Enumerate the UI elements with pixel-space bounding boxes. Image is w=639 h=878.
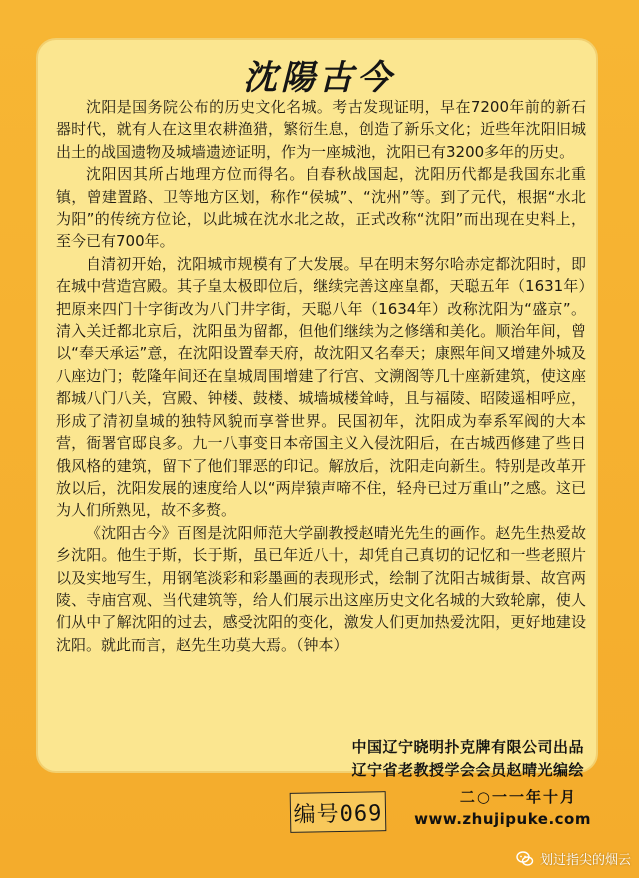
publisher-block [351, 736, 584, 782]
author-line: 辽宁省老教授学会会员赵晴光编绘 [351, 761, 584, 779]
watermark [516, 849, 631, 868]
publisher-line: 中国辽宁晓明扑克牌有限公司出品 [351, 738, 584, 756]
website-text: www.zhujipuke.com [414, 810, 591, 828]
publish-date: 二○一一年十月 [459, 788, 577, 806]
paragraph: 沈阳是国务院公布的历史文化名城。考古发现证明，早在7200年前的新石器时代，就有人在这里农耕渔猎，繁衍生息，创造了新乐文化；近些年沈阳旧城出土的战国遗物及城墙遗迹证明，作为一座城池，沈阳已有3200多年的历史。 [56, 98, 586, 161]
serial-number-stamp: 编号069 [290, 791, 387, 833]
watermark-text: 划过指尖的烟云 [539, 853, 631, 868]
paragraph: 自清初开始，沈阳城市规模有了大发展。早在明末努尔哈赤定都沈阳时，即在城中营造宫殿。其子皇太极即位后，继续完善这座皇都，天聪五年（1631年）把原来四门十字街改为八门井字街，天聪八年（1634年）改称沈阳为“盛京”。清入关迁都北京后，沈阳虽为留都，但他们继续为之修缮和美化。顺治年间，曾以“奉天承运”意，在沈阳设置奉天府，故沈阳又名奉天；康熙年间又增建外城及八座边门；乾隆年间还在皇城周围增建了行宫、文溯阁等几十座新建筑，使这座都城八门八关，宫殿、钟楼、鼓楼、城墙城楼耸峙，且与福陵、昭陵遥相呼应，形成了清初皇城的独特风貌而享誉世界。民国初年，沈阳成为奉系军阀的大本营，衙署官邸良多。九一八事变日本帝国主义入侵沈阳后，在古城西修建了些日俄风格的建筑，留下了他们罪恶的印记。解放后，沈阳走向新生。特别是改革开放以后，沈阳发展的速度给人以“两岸猿声啼不住，轻舟已过万重山”之感。这已为人们所熟见，故不多赘。 [56, 254, 586, 520]
chat-bubble-icon [516, 850, 534, 868]
body-text [56, 96, 586, 656]
paragraph: 沈阳因其所占地理方位而得名。自春秋战国起，沈阳历代都是我国东北重镇，曾建置路、卫等地方区划，称作“侯城”、“沈州”等。到了元代，根据“水北为阳”的传统方位论，以此城在沈水北之故，正式改称“沈阳”而出现在史料上，至今已有700年。 [56, 165, 586, 251]
text-panel [36, 38, 598, 773]
page-title: 沈陽古今 [243, 58, 395, 98]
paragraph: 《沈阳古今》百图是沈阳师范大学副教授赵晴光先生的画作。赵先生热爱故乡沈阳。他生于斯，长于斯，虽已年近八十，却凭自己真切的记忆和一些老照片以及实地写生，用钢笔淡彩和彩墨画的表现形式，绘制了沈阳古城街景、故宫两陵、寺庙宫观、当代建筑等，给人们展示出这座历史文化名城的大致轮廓，使人们从中了解沈阳的过去，感受沈阳的变化，激发人们更加热爱沈阳，更好地建设沈阳。就此而言，赵先生功莫大焉。（钟本） [56, 523, 586, 654]
